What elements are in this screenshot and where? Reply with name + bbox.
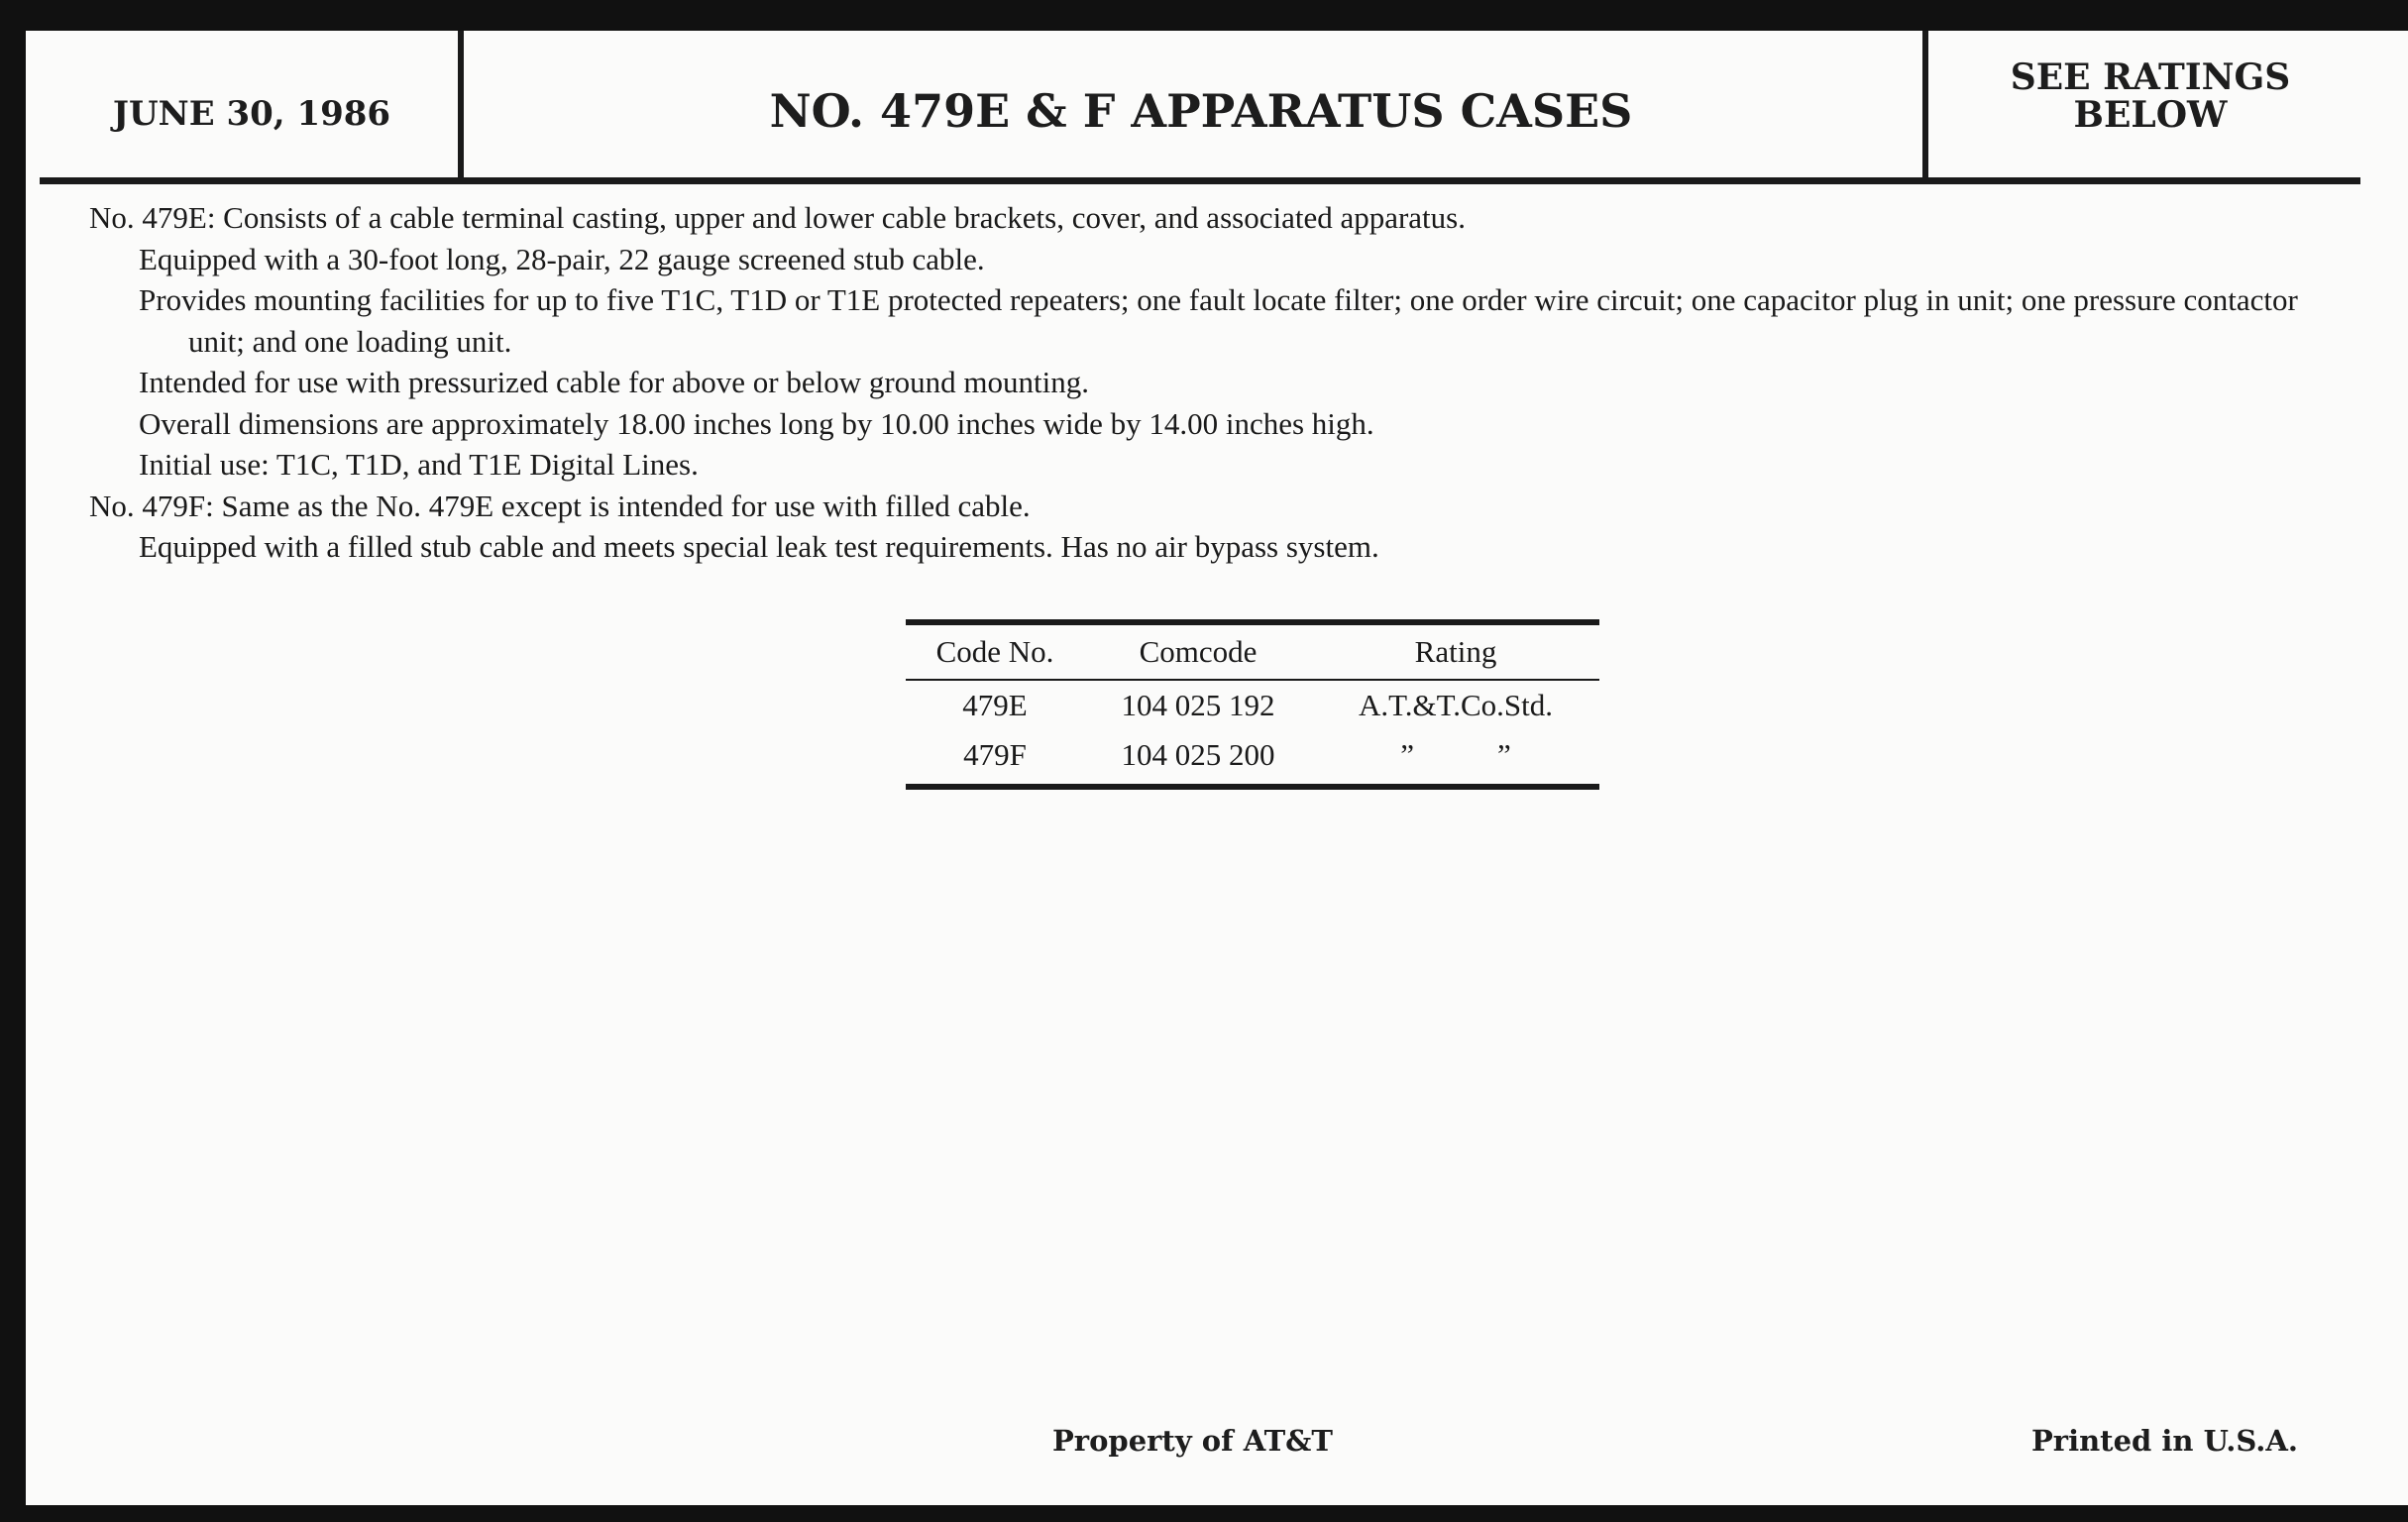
footer-property: Property of AT&T	[1052, 1424, 1333, 1458]
header-rating-line1: SEE RATINGS	[2010, 56, 2291, 98]
description-body	[89, 197, 2358, 568]
table-cell-comcode: 104 025 192	[1121, 688, 1275, 722]
table-cell-comcode: 104 025 200	[1121, 737, 1275, 772]
paragraph-filled-cable: Equipped with a filled stub cable and meets special leak test requirements. Has no air bypass system.	[139, 529, 1379, 564]
ditto-mark: ”	[1400, 737, 1414, 772]
header-date: JUNE 30, 1986	[112, 94, 391, 134]
table-row	[906, 681, 1599, 730]
header-rule	[40, 177, 2360, 184]
paragraph-479f-intro: No. 479F: Same as the No. 479E except is intended for use with filled cable.	[89, 488, 1031, 523]
table-header-rating: Rating	[1414, 634, 1497, 669]
paragraph-initial-use: Initial use: T1C, T1D, and T1E Digital Lines.	[139, 447, 699, 482]
table-cell-rating	[1312, 737, 1599, 773]
table-header-code: Code No.	[935, 634, 1054, 669]
table-row	[906, 730, 1599, 780]
paragraph-stub-cable: Equipped with a 30-foot long, 28-pair, 22 gauge screened stub cable.	[139, 241, 985, 276]
table-cell-code: 479E	[962, 688, 1028, 722]
header-rating-line2: BELOW	[2073, 94, 2228, 136]
table-bottom-rule	[906, 784, 1599, 790]
header-rating-note	[1940, 58, 2360, 134]
document-card	[26, 31, 2408, 1505]
ratings-table	[906, 619, 1599, 790]
table-cell-code: 479F	[963, 737, 1027, 772]
table-header-comcode: Comcode	[1139, 634, 1258, 669]
ditto-mark: ”	[1496, 737, 1511, 772]
paragraph-dimensions: Overall dimensions are approximately 18.00 inches long by 10.00 inches wide by 14.00 inches high.	[139, 405, 1374, 441]
table-header-row	[906, 625, 1599, 679]
table-cell-rating: A.T.&T.Co.Std.	[1358, 688, 1554, 722]
paragraph-mounting-facilities: Provides mounting facilities for up to five T1C, T1D or T1E protected repeaters; one fault locate filter; one order wire circuit; one capacitor plug in unit; one pressure contactor unit; and one loading unit.	[139, 282, 2298, 359]
footer-printed: Printed in U.S.A.	[2031, 1424, 2298, 1458]
page-title: NO. 479E & F APPARATUS CASES	[769, 84, 1633, 138]
paragraph-intended-use: Intended for use with pressurized cable for above or below ground mounting.	[139, 365, 1090, 399]
paragraph-479e-intro: No. 479E: Consists of a cable terminal casting, upper and lower cable brackets, cover, and associated apparatus.	[89, 200, 1466, 235]
